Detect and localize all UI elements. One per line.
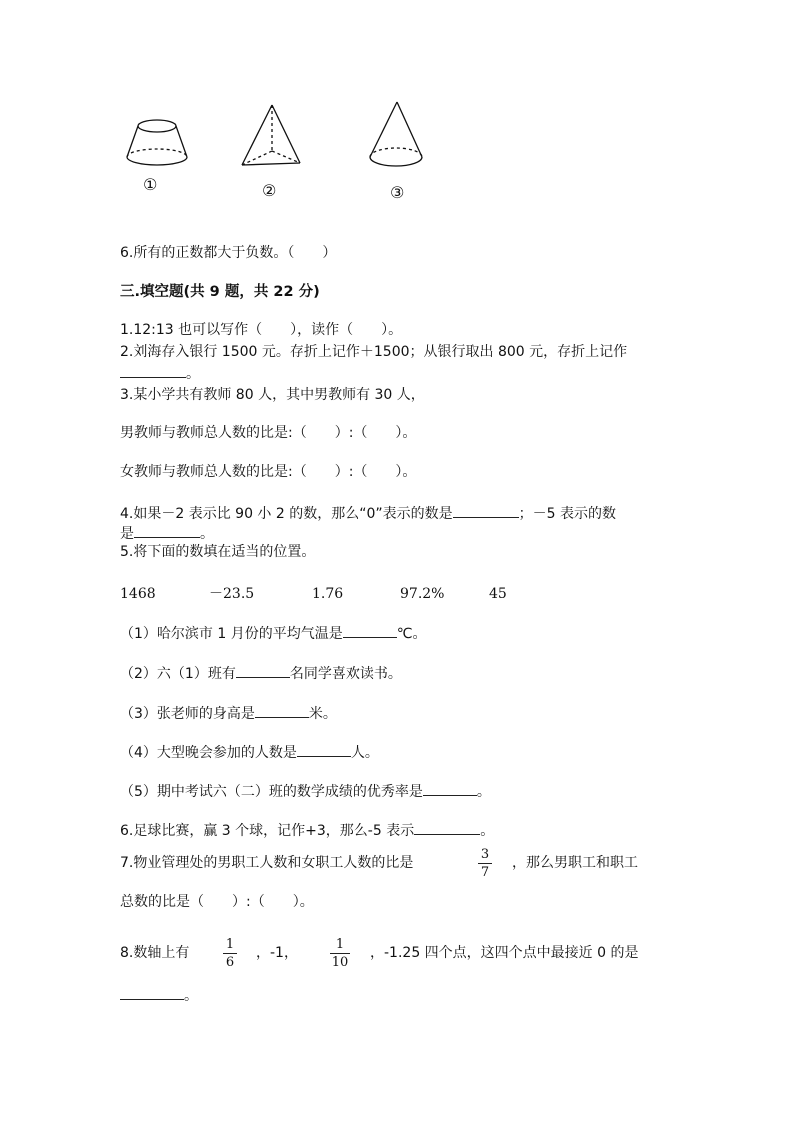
frustum-figure (127, 120, 187, 165)
answer-blank[interactable] (297, 742, 351, 757)
answer-blank[interactable] (255, 703, 309, 718)
answer-blank[interactable] (423, 781, 477, 796)
answer-blank[interactable] (414, 820, 480, 835)
question-5-sub-5: （5）期中考试六（二）班的数学成绩的优秀率是 。 (120, 781, 491, 801)
question-8-answer: 。 (120, 985, 198, 1005)
answer-blank[interactable] (343, 623, 397, 638)
question-4-line-2: 是 。 (120, 523, 214, 543)
question-5-sub-2: （2）六（1）班有 名同学喜欢读书。 (120, 663, 402, 683)
question-2 (120, 343, 627, 361)
question-7-part-1: 7.物业管理处的男职工人数和女职工人数的比是 (120, 855, 414, 871)
figure-label-1: ① (143, 175, 158, 194)
judge-question-6: 6.所有的正数都大于负数。（ ） (120, 245, 337, 261)
question-8-part-3: ，-1.25 四个点，这四个点中最接近 0 的是 (370, 945, 639, 961)
answer-blank[interactable] (120, 363, 186, 378)
question-5-sub-1: （1）哈尔滨市 1 月份的平均气温是 ℃。 (120, 623, 426, 643)
question-3-line-1: 男教师与教师总人数的比是:（ ）:（ ）。 (120, 425, 417, 441)
number-45: 45 (489, 586, 507, 602)
question-6: 6.足球比赛，赢 3 个球，记作+3，那么-5 表示 。 (120, 820, 494, 840)
cone-figure (370, 102, 422, 166)
number-97-2-percent: 97.2% (400, 586, 445, 602)
question-3-line-2: 女教师与教师总人数的比是:（ ）:（ ）。 (120, 464, 417, 480)
question-7-line-2: 总数的比是（ ）:（ ）。 (120, 894, 314, 910)
question-3-stem: 3.某小学共有教师 80 人，其中男教师有 30 人， (120, 387, 425, 403)
question-5-sub-4: （4）大型晚会参加的人数是 人。 (120, 742, 379, 762)
fraction-1-10: 1 10 (331, 937, 349, 970)
question-8-part-2: ，-1， (256, 945, 298, 961)
number-neg-23-5: －23.5 (209, 586, 255, 602)
question-2-text: 2.刘海存入银行 1500 元。存折上记作＋1500；从银行取出 800 元，存折上记作 (120, 344, 628, 360)
answer-blank[interactable] (134, 523, 200, 538)
fraction-3-7: 3 7 (478, 847, 492, 880)
figure-label-2: ② (262, 181, 277, 200)
question-2-answer: 。 (120, 363, 200, 383)
answer-blank[interactable] (120, 985, 184, 1000)
figure-label-3: ③ (390, 183, 405, 202)
fraction-1-6: 1 6 (223, 937, 237, 970)
answer-blank[interactable] (236, 663, 290, 678)
question-7-part-2: ，那么男职工和职工 (512, 855, 638, 871)
question-5-stem: 5.将下面的数填在适当的位置。 (120, 544, 316, 560)
answer-blank[interactable] (453, 503, 519, 518)
section-title: 三.填空题(共 9 题，共 22 分) (120, 284, 320, 300)
question-5-sub-3: （3）张老师的身高是 米。 (120, 703, 337, 723)
number-1-76: 1.76 (312, 586, 344, 602)
number-1468: 1468 (120, 586, 156, 602)
pyramid-figure (242, 105, 300, 165)
question-8-part-1: 8.数轴上有 (120, 945, 190, 961)
question-4: 4.如果－2 表示比 90 小 2 的数，那么“0”表示的数是 ；－5 表示的数 (120, 503, 616, 523)
question-1: 1.12:13 也可以写作（ ），读作（ ）。 (120, 322, 403, 338)
